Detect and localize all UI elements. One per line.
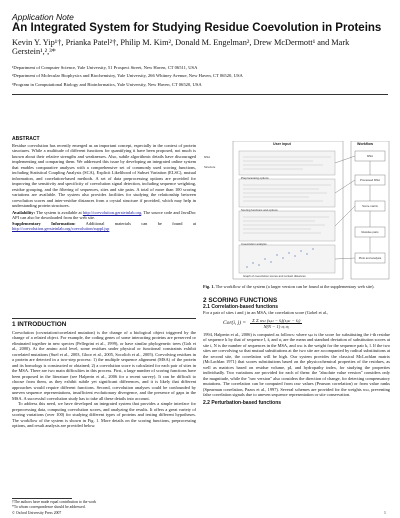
paper-title: An Integrated System for Studying Residue Coevolution in Proteins [12,22,382,34]
workflow-label: Workflow [357,142,374,146]
introduction-paragraph-1: Coevolution (covariation/correlated mutation) is the change of a biological object triggered by the change of a related object. For example, the coding genes of some interacting proteins are preserved or eliminated together in new species (Pellegrini et al., 1999), or have similar phylogenetic trees (Goh et al., 2000). At the amino acid level, some residues under physical or functional constraints exhibit correlated mutations (Suel et al., 2003, Gloor et al., 2005, Socolich et al., 2005). Coevolving residues in a protein are detected in a two-step process: 1) the multiple sequence alignment (MSA) of the protein and its homologs is constructed or obtained; 2) a coevolution score is calculated for each pair of sites in the MSA. There are two main difficulties in this process. First, a large number of scoring functions have been proposed in the literature (see Halperin et al., 2006 for a recent survey). It can be difficult to choose from them, as they exhibit subtle yet significant differences, and it is likely that different approaches would require different functions. Second, coevolution analyses could be confounded by uneven sequence representations, insufficient evolutionary divergence, and the presence of gaps in the MSA. A successful coevolution study has to take all these details into account. [12,329,196,401]
label-preprocessing: Preprocessing options [241,176,269,180]
equation-numerator: Σ Σ wₖₗ (sᵢₖₗ − s̄ᵢ)(sⱼₖₗ − s̄ⱼ) [252,317,301,323]
correlation-equation [223,318,390,330]
introduction-section [12,322,196,429]
article-type-label: Application Note [12,12,74,22]
availability-rest: . The source code and JavaDoc API can also be downloaded from the web site. [12,209,196,220]
wf-scores: Score matrix [362,204,378,208]
wf-processed: Processed MSA [359,178,381,182]
label-structure: Structure [204,165,216,169]
scoring-functions-heading: 2 SCORING FUNCTIONS [203,297,278,304]
page-number: 1 [384,511,386,515]
availability-label: Availability: [12,209,36,215]
workflow-figure [203,141,390,281]
supplementary-label: Supplementary Information: [12,220,76,226]
correlation-subheading: 2.1 Correlation-based functions [203,303,279,310]
supplementary-link[interactable]: http://coevolution.gersteinlab.org/coevolution/suppl.jsp [12,226,110,231]
affiliation-2: ²Department of Molecular Biophysics and Biochemistry, Yale University, 266 Whitney Avenue, New Haven, CT 06520, USA [12,73,243,79]
introduction-paragraph-2: To address this need, we have developed an integrated system that provides a simple interface for preprocessing data, computing coevolution scores, and analyzing the results. It offers a great variety of scoring variations (over 100) for studying different types of proteins and testing different hypotheses. The workflow of the system is shown in Fig. 1. More details on the scoring functions, preprocessing options, and result analysis are provided below. [12,401,196,428]
label-results: Graph of coevolution scores and contact distances [243,274,306,278]
abstract-text: Residue coevolution has recently emerged as an important concept, especially in the context of protein structures. While a multitude of different functions for quantifying it have been proposed, not much is known about their relative strengths and weaknesses. Also, subtle algorithmic details have discouraged implementing and comparing them. We addressed this issue by developing an integrated online system that enables comparative analyses with a comprehensive set of commonly used scoring functions, including Statistical Coupling Analysis (SCA), Explicit Likelihood of Subset Variation (ELSC), mutual information, and correlation-based methods. A set of data preprocessing options are provided for improving the sensitivity and specificity of coevolution signal detection, including sequence weighting, residue grouping, and the filtering of sequences, sites and site pairs. A total of more than 100 scoring variations are available. The system also provides facilities for studying the relationship between coevolution scores and inter-residue distances from a crystal structure if provided, which may help in understanding protein structures. [12,142,196,208]
label-analysis: Coevolution analysis [241,242,267,246]
user-input-label: User input [273,142,291,146]
affiliation-3: ³Program in Computational Biology and Bioinformatics, Yale University, New Haven, CT 06520, USA [12,81,202,87]
introduction-heading: 1 INTRODUCTION [12,321,67,328]
equation-lhs: Cor(i, j) = [223,319,247,326]
figure-caption [203,284,390,290]
footnote-equal-contribution: †The authors have made equal contribution to the work [12,500,97,504]
correlation-paragraph: 1994, Halperin et al., 2006) is computed as follows: where sᵢₖₗ is the score for substituting the i-th residue of sequence k by that of sequence l, s̄ᵢ and σᵢ are the mean and standard deviation of substitution scores at site i, N is the number of sequences in the MSA, and wₖₗ is the weight for the sequence pair k, l. If the two sites are coevolving so that mutual substitutions at the two site are accompanied by radical substitutions at the second site, the correlation will be high. Our system provides the classical McLachlan matrix (McLachlan 1971) that scores substitutions based on the physicochemical properties of the residues, as well as matrices based on residue volume, pI, and hydropathy index, for studying the properties individually. Two variations are provided for each of them: the "absolute value version" considers only the magnitude, while the "raw version" also considers the direction of change, for detecting compensatory mutations. The correlation can be computed from raw values (Pearson correlation) or from value ranks (Spearman correlation, Pazos et al., 1997). Several schemes are provided for the weights wₖₗ, preventing false correlation signals due to uneven sequence representation or site conservation. [203,331,390,397]
availability-link[interactable]: http://coevolution.gersteinlab.org [82,209,142,215]
abstract-block [12,137,196,232]
figure-caption-label: Fig. 1. [203,284,215,289]
affiliations [12,64,388,89]
equation-fraction [250,318,302,330]
author-list: Kevin Y. Yip¹†, Prianka Patel²†, Philip M. Kim², Donald M. Engelman², Drew McDermott¹ and Mark Gerstein¹,²,³* [12,38,350,57]
equation-denominator: N(N − 1) σᵢ σⱼ [263,324,290,329]
label-scoring: Scoring functions and options [241,208,278,212]
abstract-divider [12,318,196,319]
wf-plots: Plots and analysis [358,256,382,260]
figure-caption-text: The workflow of the system (a larger version can be found at the supplementary web site). [215,284,375,289]
label-msa: MSA [204,155,211,159]
affiliation-1: ¹Department of Computer Science, Yale University, 51 Prospect Street, New Haven, CT 06511, USA [12,65,198,70]
wf-msa: MSA [366,154,374,158]
supplementary-line [12,221,196,232]
wf-residue: Residue pairs [361,230,379,234]
footnote-correspondence: *To whom correspondence should be addressed. [12,505,86,509]
header-divider [12,94,388,95]
perturbation-subheading: 2.2 Perturbation-based functions [203,399,282,406]
supplementary-text: Additional materials can be found at [85,220,196,226]
abstract-heading: ABSTRACT [12,136,40,142]
correlation-intro: For a pair of sites i and j in an MSA, the correlation score (Gobel et al., [203,310,329,315]
scoring-functions-section [203,298,390,406]
copyright-notice: © Oxford University Press 2007 [12,511,62,515]
footnote-divider [12,498,72,499]
availability-line [12,210,196,221]
availability-text: The system is available at [36,209,82,215]
